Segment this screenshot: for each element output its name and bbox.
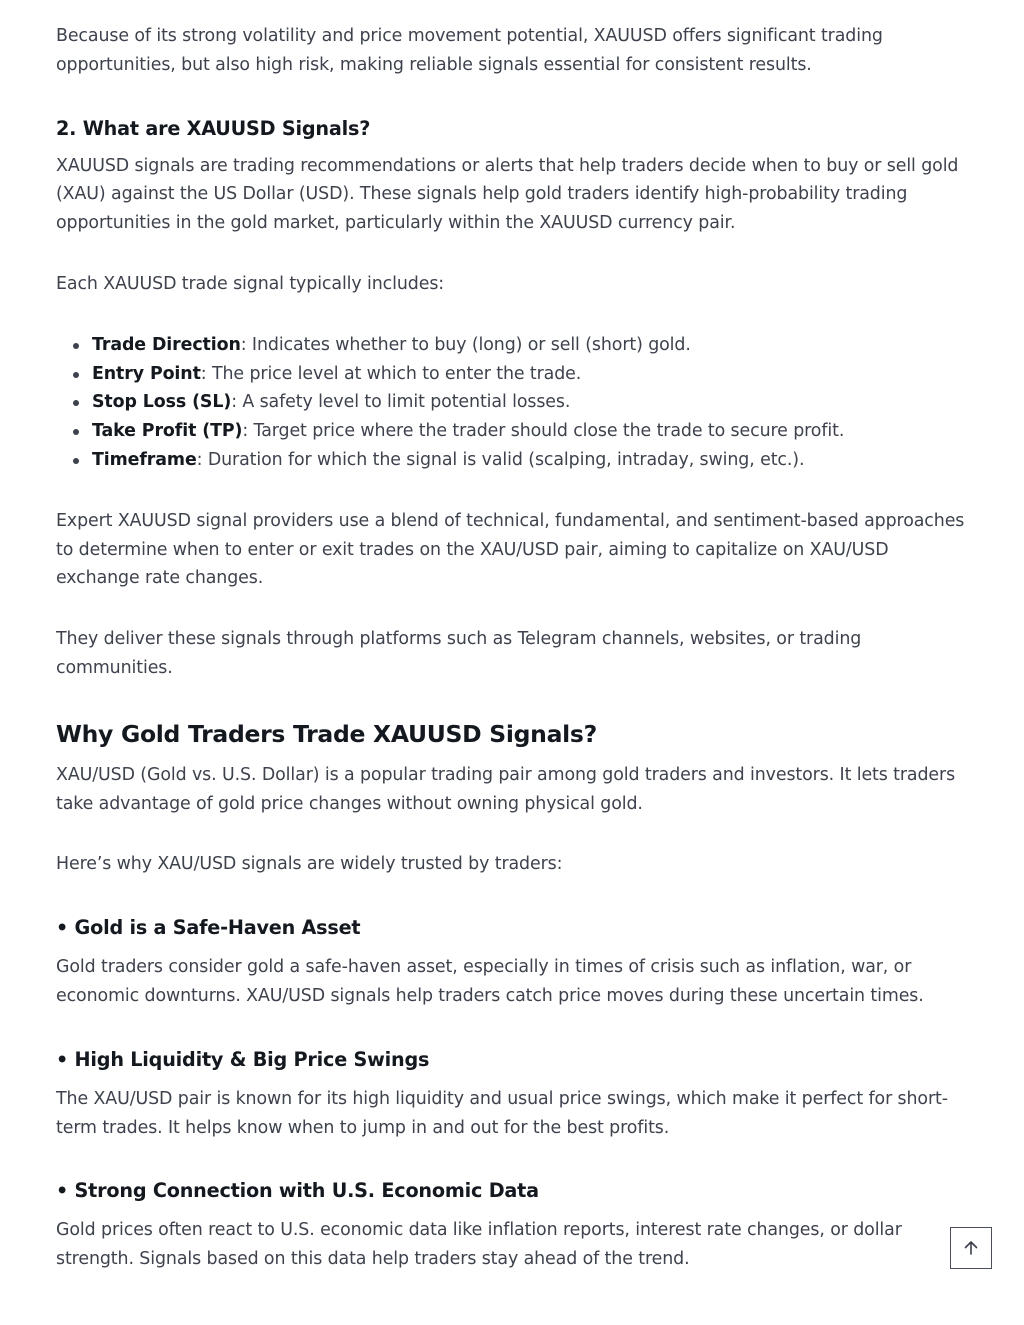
- reason-text-economic-data: Gold prices often react to U.S. economic data like inflation reports, interest rate changes, or dollar strength. Signals based on this data help traders stay ahead of the trend.: [56, 1220, 902, 1270]
- list-item: [92, 388, 968, 417]
- article-content: [56, 22, 968, 1274]
- what-paragraph-4: They deliver these signals through platforms such as Telegram channels, websites, or trading communities.: [56, 629, 862, 678]
- what-are-signals-heading: 2. What are XAUUSD Signals?: [56, 116, 371, 140]
- reason-heading-safe-haven: • Gold is a Safe-Haven Asset: [56, 916, 361, 940]
- reason-heading-liquidity: • High Liquidity & Big Price Swings: [56, 1047, 430, 1071]
- reason-heading-economic-data: • Strong Connection with U.S. Economic Data: [56, 1179, 539, 1203]
- list-item: [92, 417, 968, 446]
- list-item-desc: : A safety level to limit potential losses.: [231, 392, 571, 413]
- what-paragraph-2: Each XAUUSD trade signal typically includes:: [56, 273, 445, 294]
- list-item-term: Trade Direction: [92, 334, 241, 355]
- list-item-term: Take Profit (TP): [92, 421, 243, 442]
- list-item: [92, 360, 968, 389]
- list-item-term: Entry Point: [92, 363, 201, 384]
- list-item: [92, 331, 968, 360]
- scroll-to-top-button[interactable]: [950, 1227, 992, 1269]
- why-paragraph-2: Here’s why XAU/USD signals are widely trusted by traders:: [56, 854, 563, 875]
- list-item-term: Timeframe: [92, 449, 197, 470]
- why-traders-heading: Why Gold Traders Trade XAUUSD Signals?: [56, 719, 597, 748]
- list-item: [92, 446, 968, 475]
- what-paragraph-3: Expert XAUUSD signal providers use a blend of technical, fundamental, and sentiment-based approaches to determine when to enter or exit trades on the XAU/USD pair, aiming to capitalize on XAU/USD exchange rate changes.: [56, 510, 965, 589]
- why-paragraph-1: XAU/USD (Gold vs. U.S. Dollar) is a popular trading pair among gold traders and investors. It lets traders take advantage of gold price changes without owning physical gold.: [56, 764, 956, 814]
- list-item-desc: : Target price where the trader should close the trade to secure profit.: [242, 421, 845, 442]
- arrow-up-icon: [962, 1239, 980, 1257]
- list-item-desc: : Duration for which the signal is valid (scalping, intraday, swing, etc.).: [196, 449, 805, 470]
- signal-components-list: [56, 331, 968, 475]
- list-item-desc: : Indicates whether to buy (long) or sell (short) gold.: [240, 334, 691, 355]
- what-paragraph-1: XAUUSD signals are trading recommendations or alerts that help traders decide when to buy or sell gold (XAU) against the US Dollar (USD). These signals help gold traders identify high-probability trading opportunities in the gold market, particularly within the XAUUSD currency pair.: [56, 155, 959, 234]
- list-item-desc: : The price level at which to enter the trade.: [200, 363, 582, 384]
- list-item-term: Stop Loss (SL): [92, 392, 232, 413]
- reason-text-safe-haven: Gold traders consider gold a safe-haven asset, especially in times of crisis such as inflation, war, or economic downturns. XAU/USD signals help traders catch price moves during these uncertain times.: [56, 957, 924, 1006]
- reason-text-liquidity: The XAU/USD pair is known for its high liquidity and usual price swings, which make it perfect for short-term trades. It helps know when to jump in and out for the best profits.: [56, 1088, 948, 1138]
- intro-paragraph: Because of its strong volatility and price movement potential, XAUUSD offers significant trading opportunities, but also high risk, making reliable signals essential for consistent results.: [56, 26, 883, 75]
